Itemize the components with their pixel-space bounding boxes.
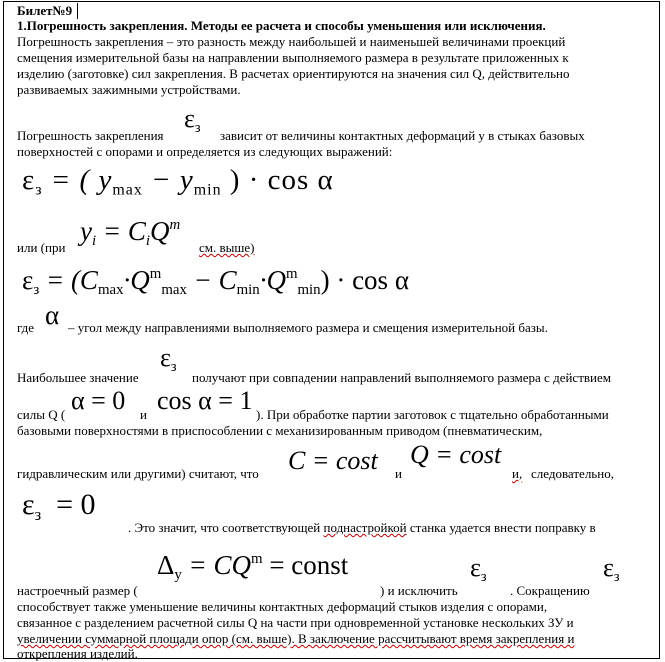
gde-tail: – угол между направлениями выполняемого размера и смещения измерительной базы. bbox=[68, 320, 548, 335]
and-2: и bbox=[395, 466, 402, 481]
para2-line1b: зависит от величины контактных деформаций y в стыках базовых bbox=[220, 128, 585, 143]
and-1: и bbox=[140, 407, 147, 422]
para1-line4: развиваемых зажимными устройствами. bbox=[17, 82, 241, 97]
ticket-title: Билет№9 bbox=[17, 3, 73, 18]
formula-eps-inline-2: $\varepsilon_з$ bbox=[160, 343, 177, 375]
para2-line1a: Погрешность закрепления bbox=[17, 128, 164, 143]
formula-alpha: α bbox=[45, 300, 60, 330]
iskl-label: ) и исключить bbox=[380, 583, 458, 598]
eto-line: . Это значит, что соответствующей поднастройкой станка удается внести поправку в bbox=[128, 520, 596, 535]
last-line3: увеличении суммарной площади опор (см. выше). В заключение рассчитывают время закрепления и bbox=[17, 631, 575, 646]
formula-eps-inline-4: $\varepsilon_з$ bbox=[603, 553, 620, 585]
para1-line2: смещения измерительной базы на направлении выполняемого размера в результате приложенных к bbox=[17, 50, 569, 65]
sokr-label: . Сокращению bbox=[510, 583, 590, 598]
gde-label: где bbox=[17, 320, 35, 335]
para1-line1: Погрешность закрепления – это разность между наибольшей и наименьшей величинами проекций bbox=[17, 34, 566, 49]
formula-eps-inline-1: $\varepsilon_з$ bbox=[184, 104, 201, 136]
last-line4: открепления изделий. bbox=[17, 646, 138, 661]
bazovye-line: базовыми поверхностями в приспособлении с механизированным приводом (пневматическим, bbox=[17, 423, 543, 438]
ticket-heading: 1.Погрешность закрепления. Методы ее расчета и способы уменьшения или исключения. bbox=[17, 18, 546, 33]
last-line1: способствует также уменьшение величины контактных деформаций стыков изделия с опорами, bbox=[17, 599, 548, 614]
formula-2: $y_i = C_iQ^m$ bbox=[80, 216, 181, 250]
text-cursor bbox=[77, 3, 78, 19]
formula-eps-inline-3: $\varepsilon_з$ bbox=[470, 553, 487, 585]
naib-label: Наибольшее значение bbox=[17, 370, 139, 385]
formula-5b: Q = cost bbox=[410, 440, 502, 469]
and-3: и, bbox=[512, 466, 523, 481]
sm-vyshe-label: см. выше) bbox=[199, 240, 255, 255]
formula-5a: C = cost bbox=[288, 446, 378, 475]
para1-line3: изделию (заготовке) сил закрепления. В расчетах ориентируются на значения сил Q, действительно bbox=[17, 66, 570, 81]
formula-6: $\varepsilon_з = 0$ bbox=[22, 488, 96, 524]
sled-label: следовательно, bbox=[531, 466, 614, 481]
sily-tail: ). При обработке партии заготовок с тщательно обработанными bbox=[256, 407, 609, 422]
ili-pri-label: или (при bbox=[17, 240, 66, 255]
sily-label: силы Q ( bbox=[17, 407, 66, 422]
formula-1: $\varepsilon_з$ = ( $y_{max} - y_{min}$ ) · cos α bbox=[22, 164, 334, 199]
formula-3: $\varepsilon_з = (C_{max}\cdot Q^m_{max} - C_{min}\cdot Q^m_{min}) \cdot \cos \alpha$ bbox=[22, 265, 409, 299]
gidr-line: гидравлическим или другими) считают, что bbox=[17, 466, 259, 481]
nastr-label: настроечный размер ( bbox=[17, 583, 138, 598]
naib-tail: получают при совпадении направлений выполняемого размера с действием bbox=[192, 370, 611, 385]
last-line2: связанное с разделением расчетной силы Q на части при одновременной установке нескольких ЗУ и bbox=[17, 615, 574, 630]
para2-line2: поверхностей с опорами и определяется из следующих выражений: bbox=[17, 144, 393, 159]
formula-7: $\Delta_у = CQ^m$ = const bbox=[157, 550, 349, 584]
formula-4b: cos α = 1 bbox=[157, 386, 253, 415]
formula-4a: α = 0 bbox=[71, 386, 126, 415]
